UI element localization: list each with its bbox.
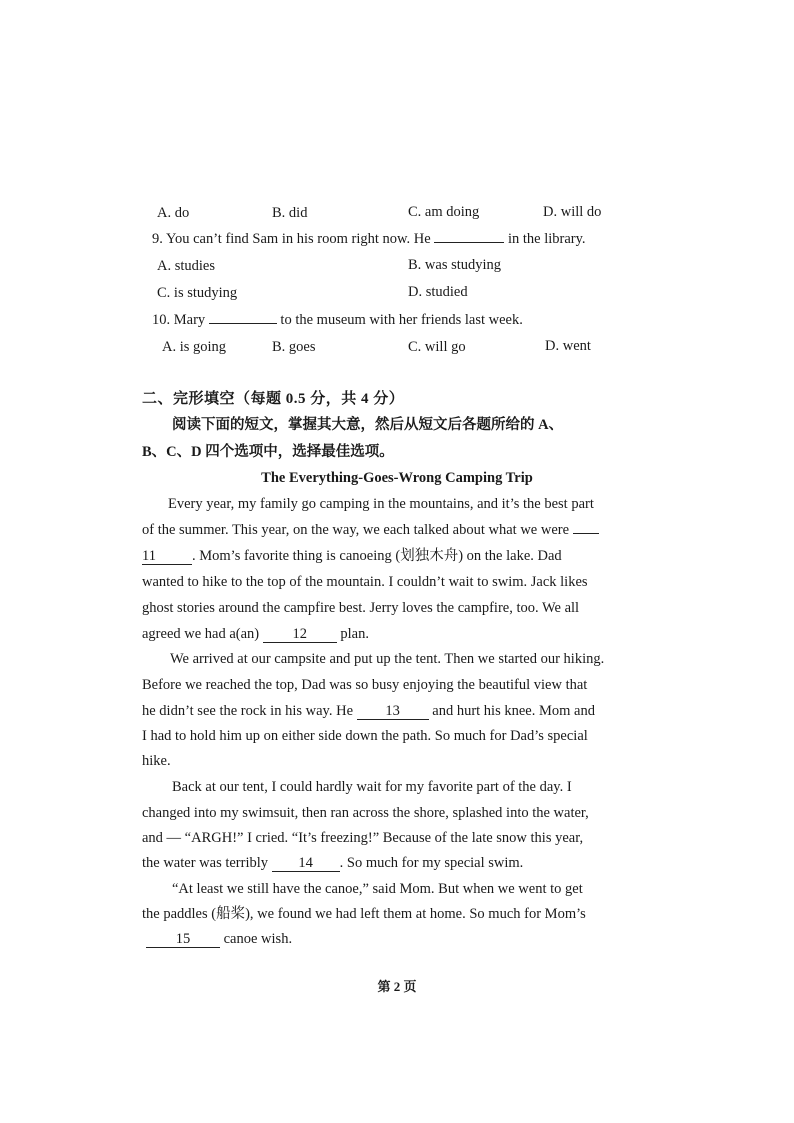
passage-line: I had to hold him up on either side down the path. So much for Dad’s special [142,728,588,744]
passage-line: “At least we still have the canoe,” said Mom. But when we went to get [172,881,583,897]
cloze-blank-15[interactable]: 15 [146,932,220,948]
cloze-blank-11[interactable]: 11 [142,549,192,565]
passage-text: and hurt his knee. Mom and [432,703,595,719]
q10-answer-blank[interactable] [209,323,277,324]
cloze-blank-14[interactable]: 14 [272,856,340,872]
passage-text: of the summer. This year, on the way, we each talked about what we were [142,522,570,538]
passage-line [142,704,595,720]
section-heading: 二、完形填空（每题 0.5 分，共 4 分） [142,391,405,407]
passage-line [142,523,599,538]
q9-option-a: A. studies [157,258,215,274]
q8-option-d: D. will do [543,204,602,220]
passage-line: Every year, my family go camping in the mountains, and it’s the best part [168,496,594,512]
q10-option-d: D. went [545,338,591,354]
passage-line: the paddles (船桨), we found we had left them at home. So much for Mom’s [142,906,586,922]
section-instruction-line-2: B、C、D 四个选项中，选择最佳选项。 [142,444,394,460]
passage-line [142,856,523,872]
page-number: 第 2 页 [377,979,417,994]
passage-line: and — “ARGH!” I cried. “It’s freezing!” Because of the late snow this year, [142,830,584,846]
q10-option-a: A. is going [162,339,227,355]
q10-stem-after: to the museum with her friends last week. [280,312,523,328]
q9-stem-after: in the library. [507,231,586,247]
passage-line [146,932,292,948]
q8-option-c: C. am doing [408,204,480,220]
passage-text: canoe wish. [223,931,293,947]
question-9 [152,232,586,247]
cloze-blank-12[interactable]: 12 [263,627,337,643]
passage-line [142,549,562,565]
passage-line: hike. [142,753,171,769]
passage-title: The Everything-Goes-Wrong Camping Trip [261,470,533,486]
passage-line: wanted to hike to the top of the mountain. I couldn’t wait to swim. Jack likes [142,574,588,590]
passage-text: . Mom’s favorite thing is canoeing (划独木舟) on the lake. Dad [192,548,562,564]
q9-answer-blank[interactable] [434,242,504,243]
q9-option-d: D. studied [408,284,468,300]
passage-text: agreed we had a(an) [142,626,260,642]
q8-option-a: A. do [157,205,190,221]
passage-line: Before we reached the top, Dad was so busy enjoying the beautiful view that [142,677,588,693]
q10-stem-before: 10. Mary [152,312,206,328]
passage-line: Back at our tent, I could hardly wait for my favorite part of the day. I [172,779,572,795]
passage-text: he didn’t see the rock in his way. He [142,703,354,719]
q8-option-b: B. did [272,205,308,221]
cloze-blank-11-start [573,533,599,534]
passage-line: changed into my swimsuit, then ran across the shore, splashed into the water, [142,805,589,821]
passage-text: . So much for my special swim. [339,855,524,871]
section-instruction-line-1: 阅读下面的短文，掌握其大意，然后从短文后各题所给的 A、 [172,417,564,433]
passage-text: the water was terribly [142,855,269,871]
passage-line: We arrived at our campsite and put up the tent. Then we started our hiking. [170,651,605,667]
q9-stem-before: 9. You can’t find Sam in his room right now. He [152,231,431,247]
passage-line: ghost stories around the campfire best. Jerry loves the campfire, too. We all [142,600,580,616]
cloze-blank-13[interactable]: 13 [357,704,429,720]
q10-option-b: B. goes [272,339,316,355]
q10-option-c: C. will go [408,339,466,355]
passage-text: plan. [340,626,369,642]
question-10 [152,313,523,328]
q9-option-c: C. is studying [157,285,238,301]
passage-line [142,627,369,643]
q9-option-b: B. was studying [408,257,502,273]
